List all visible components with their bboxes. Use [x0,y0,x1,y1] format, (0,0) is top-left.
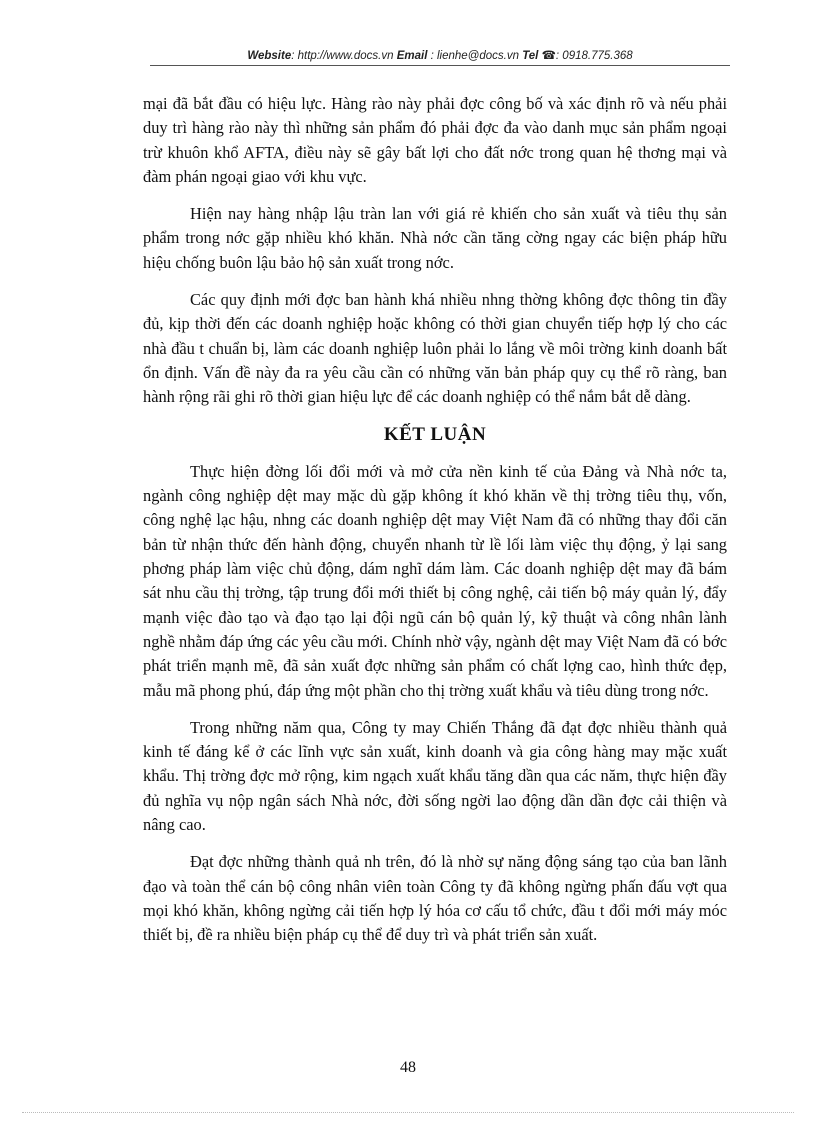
website-label: Website [247,50,292,62]
paragraph: Hiện nay hàng nhập lậu tràn lan với giá rẻ khiến cho sản xuất và tiêu thụ sản phẩm trong nớc gặp nhiều khó khăn. Nhà nớc cần tăng cờng ngay các biện pháp hữu hiệu chống buôn lậu bảo hộ sản xuất trong nớc. [143,204,727,272]
paragraph: Các quy định mới đợc ban hành khá nhiều nhng thờng không đợc thông tin đầy đủ, kịp thời đến các doanh nghiệp hoặc không có thời gian chuyển tiếp hợp lý cho các nhà đầu t chuẩn bị, làm các doanh nghiệp luôn phải lo lắng về môi trờng kinh doanh bất ổn định. Vấn đề này đa ra yêu cầu cần có những văn bản pháp quy cụ thể rõ ràng, ban hành rộng rãi ghi rõ thời gian hiệu lực để các doanh nghiệp có thể nắm bắt dễ dàng. [143,290,727,407]
website-value: : http://www.docs.vn [291,50,394,62]
header-divider [150,65,730,66]
document-body [143,92,727,961]
email-value: : lienhe@docs.vn [430,50,519,62]
page-header [150,48,730,62]
tel-value: : 0918.775.368 [555,50,633,62]
section-heading: KẾT LUẬN [383,423,487,445]
page-number: 48 [400,1059,416,1076]
email-label: Email [396,50,428,62]
tel-label: Tel ☎ [522,50,556,62]
footer-divider [22,1112,794,1113]
paragraph: Thực hiện đờng lối đổi mới và mở cửa nền kinh tế của Đảng và Nhà nớc ta, ngành công nghiệp dệt may mặc dù gặp không ít khó khăn về thị trờng tiêu thụ, vốn, công nghệ lạc hậu, nhng các doanh nghiệp dệt may Việt Nam đã có những thay đổi căn bản từ nhận thức đến hành động, chuyển nhanh từ lề lối làm việc thụ động, ỷ lại sang phơng pháp làm việc chủ động, dám nghĩ dám làm. Các doanh nghiệp dệt may đã bám sát nhu cầu thị trờng, tập trung đổi mới thiết bị công nghệ, cải tiến bộ máy quản lý, đẩy mạnh việc đào tạo và đạo tạo lại đội ngũ cán bộ quản lý, kỹ thuật và công nhân lành nghề nhằm đáp ứng các yêu cầu mới. Chính nhờ vậy, ngành dệt may Việt Nam đã có bớc phát triển mạnh mẽ, đã sản xuất đợc những sản phẩm có chất lợng cao, hình thức đẹp, mẫu mã phong phú, đáp ứng một phần cho thị trờng xuất khẩu và tiêu dùng trong nớc. [143,461,727,700]
paragraph: Trong những năm qua, Công ty may Chiến Thắng đã đạt đợc nhiều thành quả kinh tế đáng kể ở các lĩnh vực sản xuất, kinh doanh và gia công hàng may mặc xuất khẩu. Thị trờng đợc mở rộng, kim ngạch xuất khẩu tăng dần qua các năm, thực hiện đầy đủ nghĩa vụ nộp ngân sách Nhà nớc, đời sống ngời lao động dần dần đợc cải thiện và nâng cao. [143,717,727,835]
paragraph: mại đã bắt đầu có hiệu lực. Hàng rào này phải đợc công bố và xác định rõ và nếu phải duy trì hàng rào này thì những sản phẩm đó phải đợc đa vào danh mục sản phẩm ngoại trừ khuôn khổ AFTA, điều này sẽ gây bất lợi cho đất nớc trong quan hệ thơng mại và đàm phán ngoại giao với khu vực. [143,94,727,186]
paragraph: Đạt đợc những thành quả nh trên, đó là nhờ sự năng động sáng tạo của ban lãnh đạo và toàn thể cán bộ công nhân viên toàn Công ty đã không ngừng phấn đấu vợt qua mọi khó khăn, không ngừng cải tiến hợp lý hóa cơ cấu tổ chức, đầu t đổi mới máy móc thiết bị, đề ra nhiều biện pháp cụ thể để duy trì và phát triển sản xuất. [143,852,727,945]
